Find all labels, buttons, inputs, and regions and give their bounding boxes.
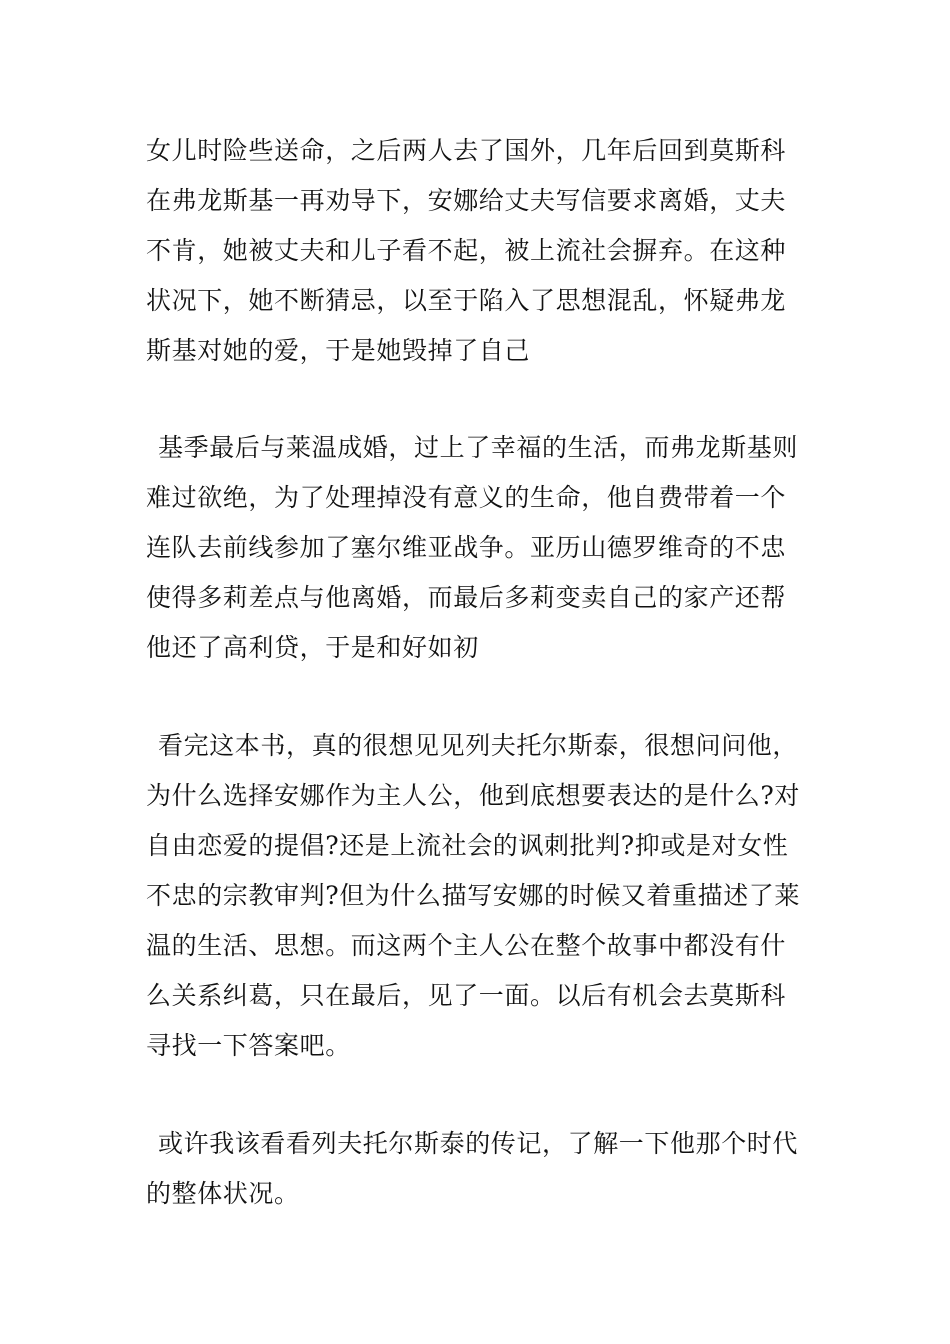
- text-line: 或许我该看看列夫托尔斯泰的传记，了解一下他那个时代: [158, 1129, 799, 1158]
- text-line: 状况下，她不断猜忌，以至于陷入了思想混乱，怀疑弗龙: [146, 286, 787, 315]
- text-line: 使得多莉差点与他离婚，而最后多莉变卖自己的家产还帮: [146, 583, 787, 612]
- text-line: 的整体状况。: [146, 1179, 300, 1208]
- paragraph-3: [146, 721, 816, 1071]
- paragraph-2: [146, 423, 816, 673]
- text-line: 为什么选择安娜作为主人公，他到底想要表达的是什么?对: [146, 781, 801, 810]
- text-line: 难过欲绝，为了处理掉没有意义的生命，他自费带着一个: [146, 483, 787, 512]
- text-line: 他还了高利贷，于是和好如初: [146, 633, 479, 662]
- text-line: 女儿时险些送命，之后两人去了国外，几年后回到莫斯科: [146, 136, 787, 165]
- paragraph-1: [146, 126, 816, 376]
- text-line: 自由恋爱的提倡?还是上流社会的讽刺批判?抑或是对女性: [146, 831, 789, 860]
- text-line: 么关系纠葛，只在最后，见了一面。以后有机会去莫斯科: [146, 981, 787, 1010]
- text-line: 斯基对她的爱，于是她毁掉了自己: [146, 336, 531, 365]
- text-line: 温的生活、思想。而这两个主人公在整个故事中都没有什: [146, 931, 787, 960]
- text-line: 不肯，她被丈夫和儿子看不起，被上流社会摒弃。在这种: [146, 236, 787, 265]
- paragraph-4: [146, 1119, 816, 1219]
- text-line: 看完这本书，真的很想见见列夫托尔斯泰，很想问问他，: [158, 731, 799, 760]
- text-line: 在弗龙斯基一再劝导下，安娜给丈夫写信要求离婚，丈夫: [146, 186, 787, 215]
- text-line: 不忠的宗教审判?但为什么描写安娜的时候又着重描述了莱: [146, 881, 801, 910]
- text-line: 连队去前线参加了塞尔维亚战争。亚历山德罗维奇的不忠: [146, 533, 787, 562]
- text-line: 基季最后与莱温成婚，过上了幸福的生活，而弗龙斯基则: [158, 433, 799, 462]
- text-line: 寻找一下答案吧。: [146, 1031, 351, 1060]
